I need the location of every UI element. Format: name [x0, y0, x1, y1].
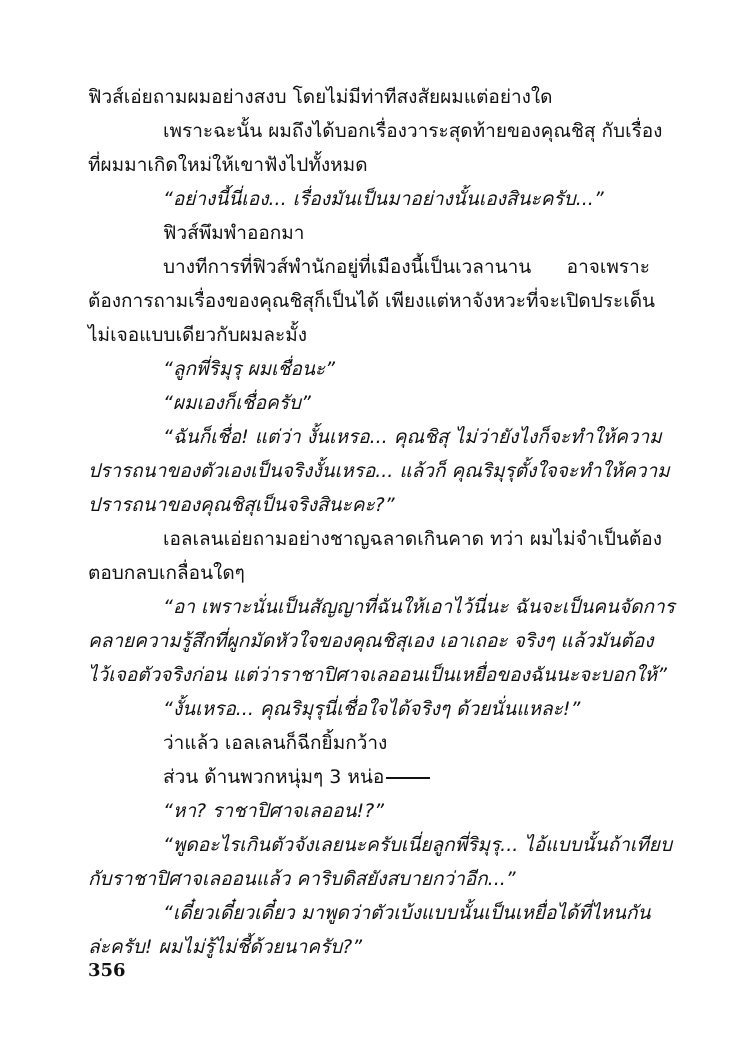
- dialogue-line-10: “ผมเองก็เชื่อครับ”: [163, 392, 311, 414]
- em-dash-rule: [386, 777, 430, 779]
- body-line-20: ว่าแล้ว เอลเลนก็ฉีกยิ้มกว้าง: [163, 732, 388, 754]
- dialogue-line-19: “งั้นเหรอ... คุณริมุรุนี่เชื่อใจได้จริงๆ ด้วยนั่นแหละ!”: [163, 698, 581, 720]
- dialogue-line-17: คลายความรู้สึกที่ผูกมัดหัวใจของคุณชิสุเอง เอาเถอะ จริงๆ แล้วมันต้อง: [88, 630, 654, 652]
- dialogue-line-13: ปรารถนาของคุณชิสุเป็นจริงสินะคะ?”: [88, 494, 395, 516]
- body-line-5: ฟิวส์พึมพำออกมา: [163, 222, 305, 244]
- body-line-3: ที่ผมมาเกิดใหม่ให้เขาฟังไปทั้งหมด: [88, 154, 368, 176]
- body-line-21: [163, 763, 430, 791]
- dialogue-line-11: “ฉันก็เชื่อ! แต่ว่า งั้นเหรอ... คุณชิสุ ไม่ว่ายังไงก็จะทำให้ความ: [163, 426, 662, 448]
- page-number: 356: [88, 960, 126, 981]
- body-line-6: บางทีการที่ฟิวส์พำนักอยู่ที่เมืองนี้เป็นเวลานาน อาจเพราะ: [163, 256, 650, 278]
- dialogue-line-12: ปรารถนาของตัวเองเป็นจริงงั้นเหรอ... แล้วก็ คุณริมุรุตั้งใจจะทำให้ความ: [88, 460, 670, 482]
- dialogue-line-22: “หา? ราชาปิศาจเลออน!?”: [163, 800, 385, 822]
- body-line-15: ตอบกลบเกลื่อนใดๆ: [88, 562, 245, 584]
- body-line-1: ฟิวส์เอ่ยถามผมอย่างสงบ โดยไม่มีท่าทีสงสัยผมแต่อย่างใด: [88, 86, 553, 108]
- dialogue-line-24: กับราชาปิศาจเลออนแล้ว คาริบดิสยังสบายกว่าอีก...”: [88, 868, 516, 890]
- body-line-14: เอลเลนเอ่ยถามอย่างชาญฉลาดเกินคาด ทว่า ผมไม่จำเป็นต้อง: [163, 528, 663, 550]
- dialogue-line-25: “เดี๋ยวเดี๋ยวเดี๋ยว มาพูดว่าตัวเบ้งแบบนั้นเป็นเหยื่อได้ที่ไหนกัน: [163, 902, 651, 924]
- dialogue-line-18: ไว้เจอตัวจริงก่อน แต่ว่าราชาปิศาจเลออนเป็นเหยื่อของฉันนะจะบอกให้”: [88, 664, 667, 686]
- dialogue-line-16: “อา เพราะนั่นเป็นสัญญาที่ฉันให้เอาไว้นี่นะ ฉันจะเป็นคนจัดการ: [163, 596, 675, 618]
- body-line-8: ไม่เจอแบบเดียวกับผมละมั้ง: [88, 324, 307, 346]
- dialogue-line-23: “พูดอะไรเกินตัวจังเลยนะครับเนี่ยลูกพี่ริมุรุ... ไอ้แบบนั้นถ้าเทียบ: [163, 834, 673, 856]
- dialogue-line-4: “อย่างนี้นี่เอง... เรื่องมันเป็นมาอย่างนั้นเองสินะครับ...”: [163, 188, 604, 210]
- body-line-2: เพราะฉะนั้น ผมถึงได้บอกเรื่องวาระสุดท้ายของคุณชิสุ กับเรื่อง: [163, 120, 663, 142]
- dialogue-line-9: “ลูกพี่ริมุรุ ผมเชื่อนะ”: [163, 358, 335, 380]
- dialogue-line-26: ล่ะครับ! ผมไม่รู้ไม่ชี้ด้วยนาครับ?”: [88, 936, 363, 958]
- body-line-21-text: ส่วน ด้านพวกหนุ่มๆ 3 หน่อ: [163, 766, 385, 788]
- body-line-7: ต้องการถามเรื่องของคุณชิสุก็เป็นได้ เพียงแต่หาจังหวะที่จะเปิดประเด็น: [88, 290, 656, 312]
